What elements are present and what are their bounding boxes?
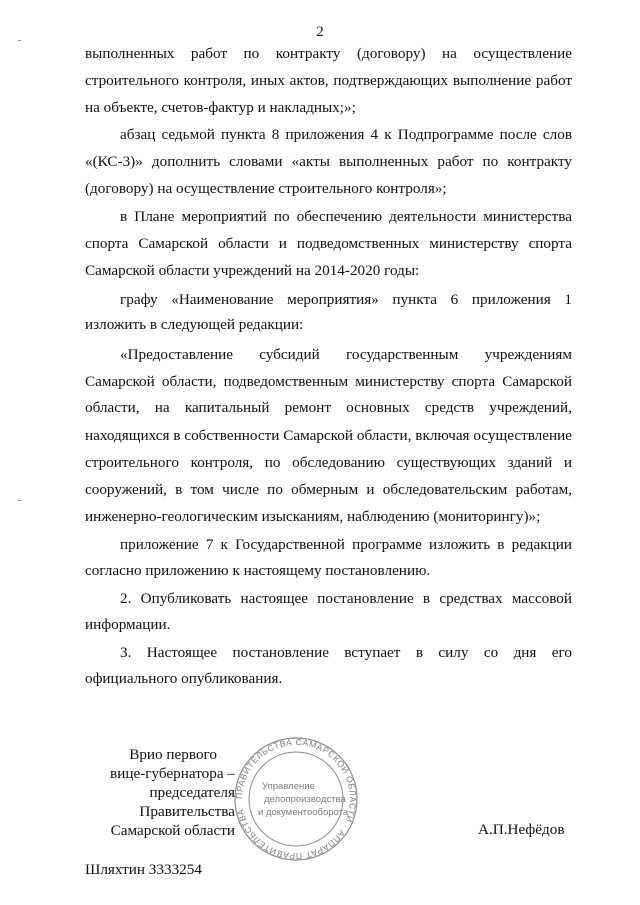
text-line: информации. <box>85 616 171 633</box>
text-line: инженерно-геологическим изысканиям, наблюдению (мониторингу)»; <box>85 508 541 525</box>
signatory-name: А.П.Нефёдов <box>478 821 565 838</box>
text-line: Самарской области, подведомственным министерству спорта Самарской <box>85 373 572 390</box>
stamp-ring-text: ПРАВИТЕЛЬСТВА САМАРСКОЙ ОБЛАСТИ · АППАРАТ ПРАВИТЕЛЬСТВА <box>233 736 359 862</box>
text-line: (договору) на осуществление строительного контроля»; <box>85 180 447 197</box>
stamp-line: делопроизводства <box>264 794 346 805</box>
text-line: строительного контроля, иных актов, подтверждающих выполнение работ <box>85 72 572 89</box>
text-line: области, на капитальный ремонт основных средств учреждений, <box>85 399 572 416</box>
signature-title-line: председателя Правительства <box>139 784 235 820</box>
text-line: приложение 7 к Государственной программе изложить в редакции <box>120 536 572 553</box>
signature-title-line: вице-губернатора – <box>110 765 235 782</box>
text-line: абзац седьмой пункта 8 приложения 4 к Подпрограмме после слов <box>120 126 572 143</box>
text-line: согласно приложению к настоящему постановлению. <box>85 562 431 579</box>
signature-title-line: Врио первого <box>129 746 217 763</box>
page-number: 2 <box>316 24 324 40</box>
text-line: «Предоставление субсидий государственным учреждениям <box>120 346 572 363</box>
text-line: изложить в следующей редакции: <box>85 316 304 333</box>
executor-footer: Шляхтин 3333254 <box>85 861 202 878</box>
text-line: сооружений, в том числе по обмерным и обследовательским работам, <box>85 481 572 498</box>
text-line: графу «Наименование мероприятия» пункта 6 приложения 1 <box>120 291 572 308</box>
text-line: 2. Опубликовать настоящее постановление в средствах массовой <box>120 590 572 607</box>
official-stamp <box>232 735 360 863</box>
text-line: 3. Настоящее постановление вступает в силу со дня его <box>120 644 572 661</box>
stamp-line: Управление <box>262 781 315 792</box>
stamp-line: и документооборота <box>258 807 349 818</box>
text-line: Самарской области учреждений на 2014-2020 годы: <box>85 262 420 279</box>
text-line: в Плане мероприятий по обеспечению деятельности министерства <box>120 208 572 225</box>
text-line: находящихся в собственности Самарской области, включая осуществление <box>85 427 572 444</box>
signature-title-line: Самарской области <box>110 822 235 839</box>
text-line: строительного контроля, по обследованию существующих зданий и <box>85 454 572 471</box>
scan-speck <box>18 500 21 501</box>
text-line: официального опубликования. <box>85 670 283 687</box>
text-line: спорта Самарской области и подведомственных министерству спорта <box>85 235 572 252</box>
signature-title <box>60 745 235 840</box>
scan-speck <box>18 40 21 41</box>
text-line: «(КС-3)» дополнить словами «акты выполненных работ по контракту <box>85 153 572 170</box>
text-line: на объекте, счетов-фактур и накладных;»; <box>85 99 356 116</box>
text-line: выполненных работ по контракту (договору) на осуществление <box>85 45 572 62</box>
